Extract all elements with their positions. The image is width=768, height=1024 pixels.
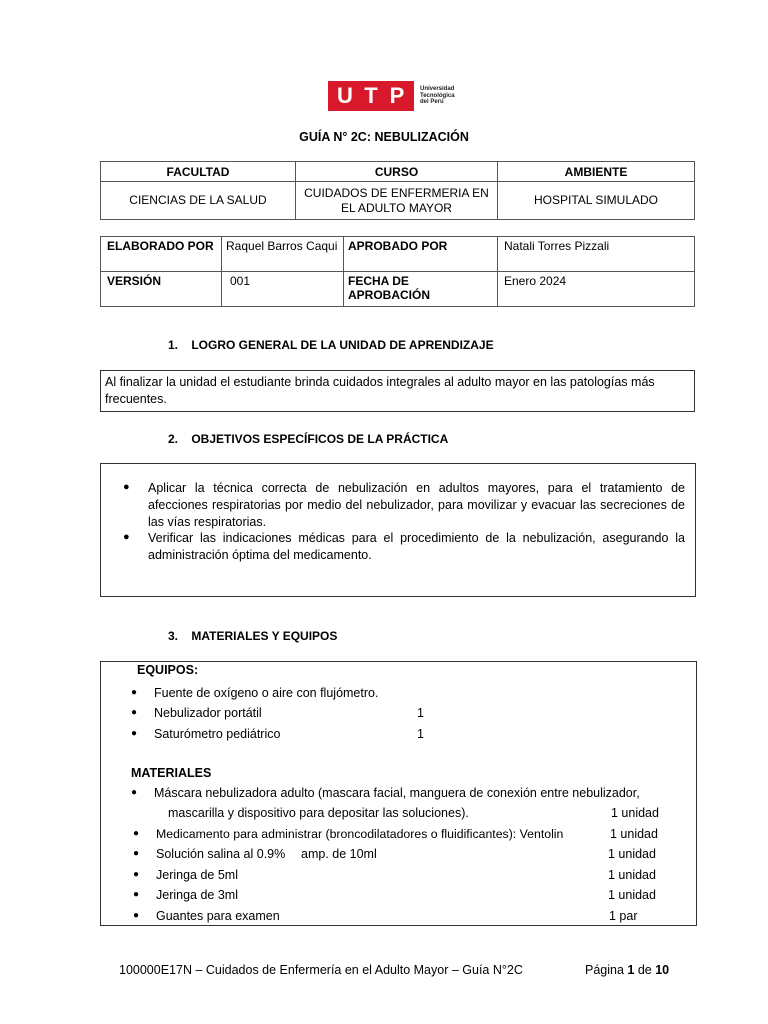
header-facultad: FACULTAD [101, 162, 296, 182]
bullet-icon: ● [133, 828, 140, 839]
section2-heading: 2. OBJETIVOS ESPECÍFICOS DE LA PRÁCTICA [168, 432, 449, 446]
material-name: Jeringa de 5ml [156, 868, 238, 882]
equipo-name: Nebulizador portátil [154, 706, 262, 720]
bullet-icon: ● [133, 889, 140, 900]
section3-heading: 3. MATERIALES Y EQUIPOS [168, 629, 338, 643]
header-ambiente: AMBIENTE [498, 162, 695, 182]
material-name: Máscara nebulizadora adulto (mascara facial, manguera de conexión entre nebulizador, [154, 786, 640, 800]
elaborado-value: Raquel Barros Caqui [222, 237, 344, 272]
section1-box [100, 370, 695, 412]
info-table [100, 161, 695, 220]
bullet-icon: ● [133, 910, 140, 921]
bullet-icon: ● [131, 687, 138, 698]
material-name: Jeringa de 3ml [156, 888, 238, 902]
version-value: 001 [222, 272, 344, 307]
aprobado-value: Natali Torres Pizzali [498, 237, 695, 272]
material-name: Medicamento para administrar (broncodilatadores o fluidificantes): Ventolin [156, 827, 564, 841]
equipo-name: Saturómetro pediátrico [154, 727, 281, 741]
version-label: VERSIÓN [101, 272, 222, 307]
page-prefix: Página [585, 963, 628, 977]
logo-text [420, 86, 455, 106]
page-current: 1 [627, 963, 635, 977]
material-name: Solución salina al 0.9% [156, 847, 286, 861]
section1-text: Al finalizar la unidad el estudiante brinda cuidados integrales al adulto mayor en las patologías más frecuentes. [105, 375, 655, 406]
bullet-icon: ● [131, 728, 138, 739]
material-extra: amp. de 10ml [301, 847, 377, 861]
footer-text: 100000E17N – Cuidados de Enfermería en el Adulto Mayor – Guía N°2C [119, 963, 523, 977]
logo-letter-u: U [337, 83, 353, 108]
material-name: Guantes para examen [156, 909, 280, 923]
value-ambiente: HOSPITAL SIMULADO [498, 182, 695, 220]
section2-box [100, 463, 696, 597]
logo-letter-p: P [389, 83, 405, 108]
material-qty: 1 unidad [611, 806, 659, 820]
material-qty: 1 unidad [610, 827, 658, 841]
material-name: mascarilla y dispositivo para depositar las soluciones). [168, 806, 469, 820]
materiales-label: MATERIALES [131, 766, 212, 780]
aprobado-label: APROBADO POR [344, 237, 498, 272]
elaborado-label: ELABORADO POR [101, 237, 222, 272]
section1-heading: 1. LOGRO GENERAL DE LA UNIDAD DE APRENDIZAJE [168, 338, 494, 352]
header-curso: CURSO [296, 162, 498, 182]
material-qty: 1 unidad [608, 847, 656, 861]
objective-item: Aplicar la técnica correcta de nebulización en adultos mayores, para el tratamiento de afecciones respiratorias por medio del nebulizador, para movilizar y evacuar las secreciones de las vías respiratorias. [148, 481, 685, 529]
material-qty: 1 unidad [608, 868, 656, 882]
bullet-icon: ● [133, 869, 140, 880]
utp-logo [328, 81, 455, 111]
material-qty: 1 unidad [608, 888, 656, 902]
section3-box [100, 661, 697, 926]
objective-item: Verificar las indicaciones médicas para el procedimiento de la nebulización, asegurando la administración óptima del medicamento. [148, 531, 685, 562]
fecha-value: Enero 2024 [498, 272, 695, 307]
meta-table [100, 236, 695, 307]
bullet-icon: ● [131, 707, 138, 718]
page-total: 10 [655, 963, 670, 977]
logo-text-line: Tecnológica [420, 92, 455, 99]
page-title: GUÍA N° 2C: NEBULIZACIÓN [299, 130, 469, 144]
bullet-icon: ● [123, 531, 130, 543]
logo-text-line: del Perú [420, 99, 444, 106]
equipo-name: Fuente de oxígeno o aire con flujómetro. [154, 686, 379, 700]
page-mid: de [634, 963, 656, 977]
logo-text-line: Universidad [420, 86, 455, 93]
fecha-label: FECHA DE APROBACIÓN [344, 272, 498, 307]
bullet-icon: ● [131, 787, 138, 798]
value-curso: CUIDADOS DE ENFERMERIA EN EL ADULTO MAYOR [296, 182, 498, 220]
page-number [585, 963, 669, 977]
value-facultad: CIENCIAS DE LA SALUD [101, 182, 296, 220]
equipo-qty: 1 [417, 706, 424, 720]
material-qty: 1 par [609, 909, 638, 923]
equipos-label: EQUIPOS: [137, 663, 199, 677]
equipo-qty: 1 [417, 727, 424, 741]
logo-letter-t: T [364, 83, 378, 108]
bullet-icon: ● [123, 481, 130, 493]
bullet-icon: ● [133, 848, 140, 859]
